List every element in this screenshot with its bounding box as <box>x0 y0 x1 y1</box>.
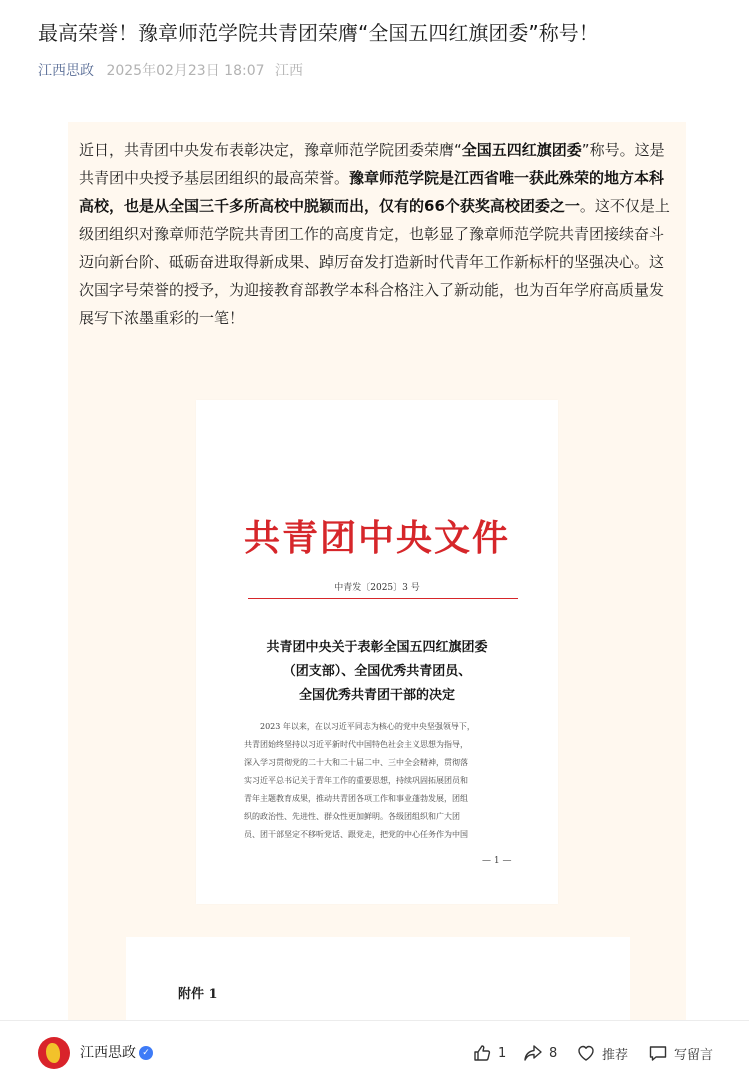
para-text-3: 。这不仅是上级团组织对豫章师范学院共青团工作的高度肯定，也彰显了豫章师范学院共青团接续奋斗迈向新台阶、砥砺奋进取得新成果、踔厉奋发打造新时代青年工作新标杆的坚强决心。这次国字号荣誉的授予，为迎接教育部教学本科合格注入了新动能，也为百年学府高质量发展写下浓墨重彩的一笔！ <box>79 197 670 327</box>
recommend-button[interactable] <box>576 1041 628 1065</box>
share-icon <box>523 1043 543 1063</box>
document-image-2[interactable] <box>126 937 630 1020</box>
doc-title <box>196 636 558 708</box>
para-text-1: 近日，共青团中央发布表彰决定，豫章师范学院团委荣膺“ <box>79 141 462 159</box>
doc-file-number: 中青发〔2025〕3 号 <box>334 583 420 593</box>
publish-date: 2025年02月23日 18:07 <box>106 63 265 79</box>
doc-body-line: 深入学习贯彻党的二十大和二十届二中、三中全会精神，贯彻落 <box>244 758 468 767</box>
like-count: 1 <box>498 1045 507 1061</box>
article-meta <box>38 62 303 80</box>
account-avatar[interactable] <box>38 1037 70 1069</box>
share-button[interactable] <box>523 1041 557 1065</box>
author-link[interactable]: 江西思政 <box>38 63 94 79</box>
doc-body-line: 青年主题教育成果，推动共青团各项工作和事业蓬勃发展，团组 <box>244 794 468 803</box>
doc-body-line: 实习近平总书记关于青年工作的重要思想，持续巩固拓展团员和 <box>244 776 468 785</box>
doc-body-line: 共青团始终坚持以习近平新时代中国特色社会主义思想为指导， <box>244 740 468 749</box>
account-name[interactable]: 江西思政 <box>80 1045 136 1061</box>
doc-title-line: （团支部）、全国优秀共青团员、 <box>282 664 472 679</box>
verified-icon: ✓ <box>139 1046 153 1060</box>
comment-icon <box>648 1043 668 1063</box>
doc-red-rule <box>248 598 518 599</box>
para-bold-2: 豫章师范学院是江西省唯一获此殊荣的地方本科高校，也是从全国三千多所高校中脱颖而出，仅有的66个获奖高校团委之一 <box>79 169 665 215</box>
article-title: 最高荣誉！豫章师范学院共青团荣膺“全国五四红旗团委”称号！ <box>38 21 599 45</box>
doc-attachment-label: 附件 1 <box>178 987 218 1002</box>
doc-page-number: — 1 — <box>482 856 512 866</box>
para-bold-1: 全国五四红旗团委 <box>461 141 582 159</box>
doc-body-line: 2023 年以来，在以习近平同志为核心的党中央坚强领导下， <box>244 722 475 731</box>
publish-location: 江西 <box>274 63 303 79</box>
recommend-label: 推荐 <box>602 1047 629 1063</box>
comment-button[interactable] <box>648 1041 713 1065</box>
heart-icon <box>576 1043 596 1063</box>
doc-body-line: 织的政治性、先进性、群众性更加鲜明。各级团组织和广大团 <box>244 812 460 821</box>
share-count: 8 <box>549 1045 558 1061</box>
para-text-2: ”称号。这是共青团中央授予基层团组织的最高荣誉。 <box>79 141 665 187</box>
logo-icon <box>46 1043 60 1063</box>
thumbs-up-icon <box>472 1043 492 1063</box>
document-image-1[interactable] <box>196 400 558 904</box>
article-paragraph <box>79 136 675 332</box>
doc-header: 共青团中央文件 <box>243 517 510 559</box>
comment-label: 写留言 <box>674 1047 714 1063</box>
doc-body <box>244 718 524 844</box>
doc-body-line: 员、团干部坚定不移听党话、跟党走，把党的中心任务作为中国 <box>244 830 468 839</box>
like-button[interactable] <box>472 1041 506 1065</box>
bottom-action-bar <box>0 1020 749 1082</box>
doc-title-line: 共青团中央关于表彰全国五四红旗团委 <box>266 640 488 655</box>
article-content <box>68 122 686 1020</box>
doc-title-line: 全国优秀共青团干部的决定 <box>298 688 455 703</box>
